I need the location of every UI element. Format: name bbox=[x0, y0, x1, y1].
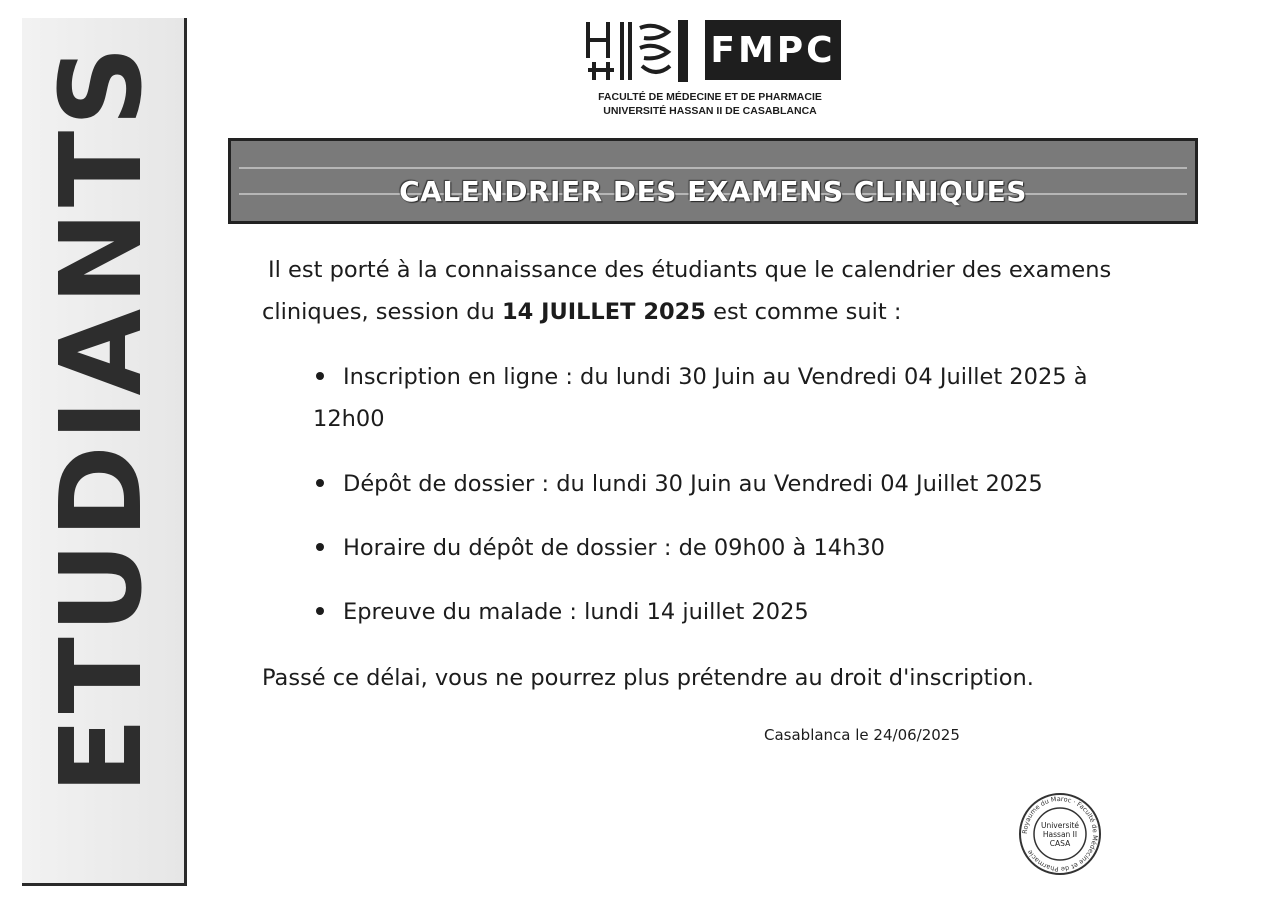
list-item bbox=[313, 591, 1193, 633]
intro-text: cliniques, session du bbox=[262, 299, 502, 325]
list-item-text: Epreuve du malade : lundi 14 juillet 2025 bbox=[343, 599, 809, 625]
list-item bbox=[313, 527, 1193, 569]
intro-line-1: Il est porté à la connaissance des étudiants que le calendrier des examens bbox=[268, 257, 1112, 283]
university-emblem-icon bbox=[584, 18, 702, 84]
list-item-continuation: 12h00 bbox=[313, 406, 385, 432]
fmpc-logo bbox=[584, 18, 844, 84]
page-title: CALENDRIER DES EXAMENS CLINIQUES bbox=[399, 175, 1027, 208]
list-item-text: Horaire du dépôt de dossier : de 09h00 à 14h30 bbox=[343, 535, 885, 561]
bullet-icon bbox=[316, 543, 324, 551]
list-item-text: Dépôt de dossier : du lundi 30 Juin au Vendredi 04 Juillet 2025 bbox=[343, 471, 1043, 497]
university-stamp-icon bbox=[1018, 792, 1102, 876]
list-item-text: Inscription en ligne : du lundi 30 Juin au Vendredi 04 Juillet 2025 à bbox=[343, 364, 1088, 390]
stamp-line-1: Université bbox=[1040, 821, 1080, 830]
institution-line-2: UNIVERSITÉ HASSAN II DE CASABLANCA bbox=[603, 105, 817, 117]
stamp-line-3: CASA bbox=[1049, 839, 1071, 848]
place-date: Casablanca le 24/06/2025 bbox=[764, 726, 960, 744]
logo-wordmark: FMPC bbox=[705, 20, 841, 80]
stamp-line-2: Hassan II bbox=[1042, 830, 1078, 839]
bullet-icon bbox=[316, 372, 324, 380]
intro-text: est comme suit : bbox=[705, 299, 902, 325]
closing-notice: Passé ce délai, vous ne pourrez plus prétendre au droit d'inscription. bbox=[262, 665, 1034, 691]
list-item bbox=[313, 356, 1193, 398]
stamp-ring-text: Royaume du Maroc · Faculté de Médecine et de Pharmacie bbox=[1020, 794, 1100, 874]
sidebar-banner bbox=[22, 18, 187, 886]
bullet-icon bbox=[316, 479, 324, 487]
banner-rule bbox=[239, 167, 1187, 169]
list-item bbox=[313, 463, 1193, 505]
institution-line-1: FACULTÉ DE MÉDECINE ET DE PHARMACIE bbox=[598, 91, 822, 103]
session-date: 14 JUILLET 2025 bbox=[501, 299, 706, 325]
intro-line-2 bbox=[262, 291, 1202, 333]
sidebar-label: ETUDIANTS bbox=[37, 42, 167, 794]
title-banner bbox=[228, 138, 1198, 224]
bullet-icon bbox=[316, 607, 324, 615]
